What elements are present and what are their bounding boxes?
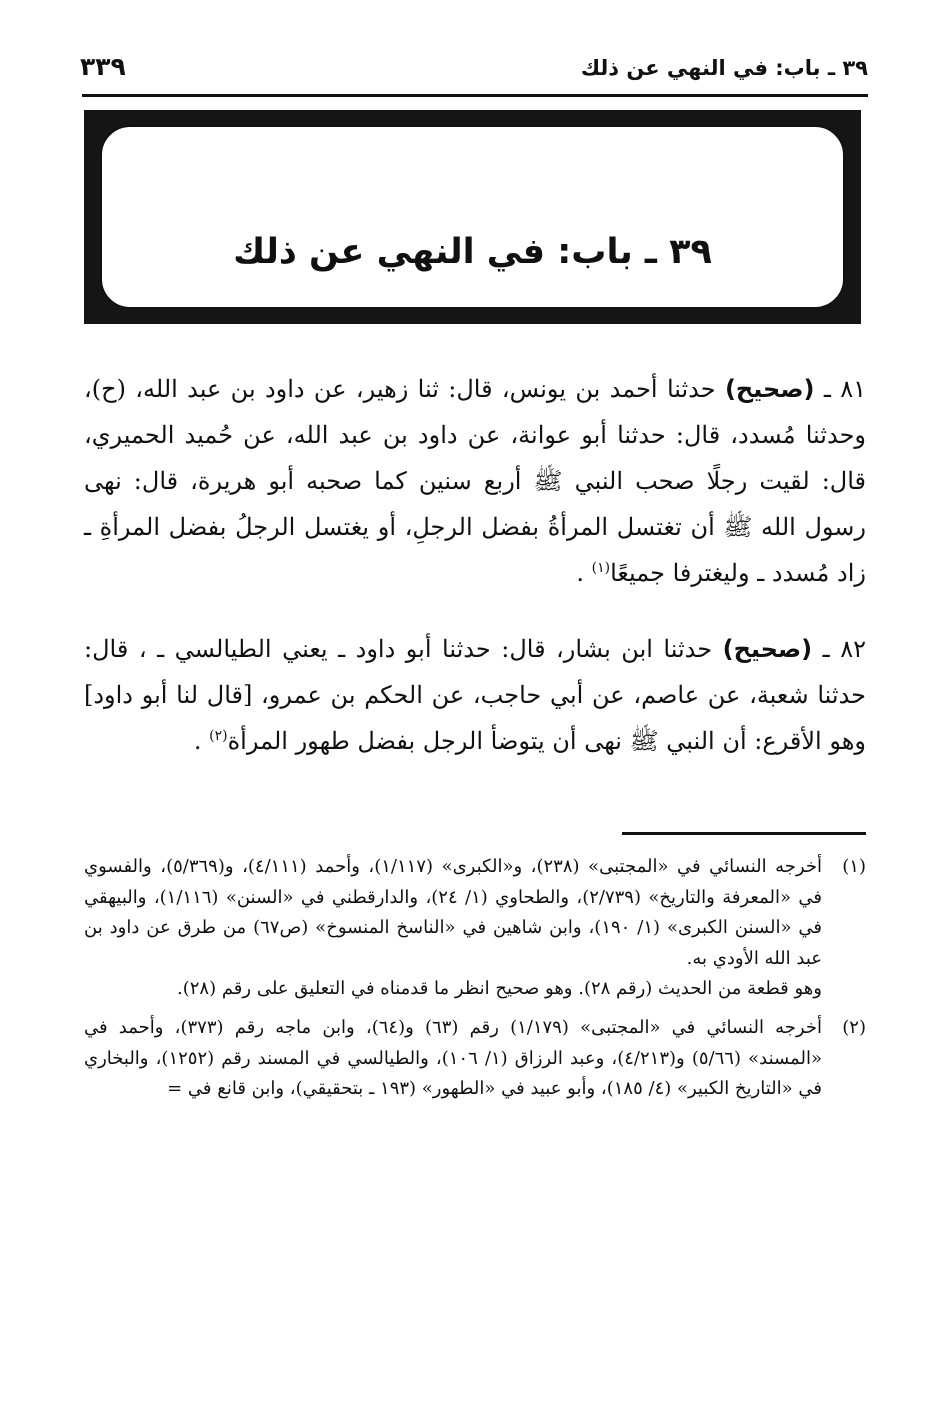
footnote-2	[84, 1013, 866, 1105]
header-rule	[82, 94, 868, 97]
footnote-line: أخرجه النسائي في «المجتبى» (٢٣٨)، و«الكبرى» (١/١١٧)، وأحمد (٤/١١١)، و(٥/٣٦٩)، والفسوي في «المعرفة والتاريخ» (٢/٧٣٩)، والطحاوي (١/ ٢٤)، والدارقطني في «السنن» (١/١١٦)، والبيهقي في «السنن الكبرى» (١/ ١٩٠)، وابن شاهين في «الناسخ المنسوخ» (ص٦٧) من طرق عن داود بن عبد الله الأودي به.	[84, 856, 823, 969]
footnote-marker: (٢)	[842, 1016, 866, 1038]
running-title: ٣٩ ـ باب: في النهي عن ذلك	[580, 56, 868, 80]
page-number: ٣٣٩	[80, 52, 126, 81]
hadith-grade: (صحيح)	[722, 635, 813, 663]
footnote-ref-1[interactable]: (١)	[591, 560, 611, 576]
chapter-title-frame	[84, 110, 861, 324]
hadith-text: حدثنا أحمد بن يونس، قال: ثنا زهير، عن داود بن عبد الله، (ح)، وحدثنا مُسدد، قال: حدثنا أبو عوانة، عن داود بن عبد الله، عن حُميد الحميري، قال: لقيت رجلًا صحب النبي ﷺ أربع سنين كما صحبه أبو هريرة، قال: نهى رسول الله ﷺ أن تغتسل المرأةُ بفضل الرجلِ، أو يغتسل الرجلُ بفضل المرأةِ ـ زاد مُسدد ـ وليغترفا جميعًا	[84, 375, 867, 587]
chapter-title: ٣٩ ـ باب: في النهي عن ذلك	[233, 232, 712, 272]
running-header	[80, 48, 868, 88]
footnote-line: وهو قطعة من الحديث (رقم ٢٨). وهو صحيح انظر ما قدمناه في التعليق على رقم (٢٨).	[176, 978, 822, 1000]
footnote-ref-2[interactable]: (٢)	[209, 728, 228, 744]
footnote-line: أخرجه النسائي في «المجتبى» (١/١٧٩) رقم (٦٣) و(٦٤)، وابن ماجه رقم (٣٧٣)، وأحمد في «المسند» (٥/٦٦) و(٤/٢١٣)، وعبد الرزاق (١/ ١٠٦)، والطيالسي في المسند رقم (١٢٥٢)، والبخاري في «التاريخ الكبير» (٤/ ١٨٥)، وأبو عبيد في «الطهور» (١٩٣ ـ بتحقيقي)، وابن قانع في =	[84, 1016, 822, 1100]
hadith-grade: (صحيح)	[724, 375, 815, 403]
footnote-separator	[622, 832, 866, 835]
hadith-text: حدثنا ابن بشار، قال: حدثنا أبو داود ـ يعني الطيالسي ـ ، قال: حدثنا شعبة، عن عاصم، عن أبي حاجب، عن الحكم بن عمرو، [قال لنا أبو داود] وهو الأقرع: أن النبي ﷺ نهى أن يتوضأ الرجل بفضل طهور المرأة	[84, 635, 866, 755]
hadith-end: .	[576, 559, 592, 587]
hadith-number: ٨١ ـ	[823, 375, 866, 403]
hadith-number: ٨٢ ـ	[822, 635, 866, 663]
hadith-81	[84, 366, 866, 596]
footnotes	[84, 852, 866, 1105]
footnote-marker: (١)	[842, 856, 866, 877]
footnote-1	[84, 852, 866, 1005]
hadith-end: .	[193, 727, 210, 755]
hadith-82	[84, 626, 866, 764]
chapter-title-inner-frame	[100, 125, 845, 309]
